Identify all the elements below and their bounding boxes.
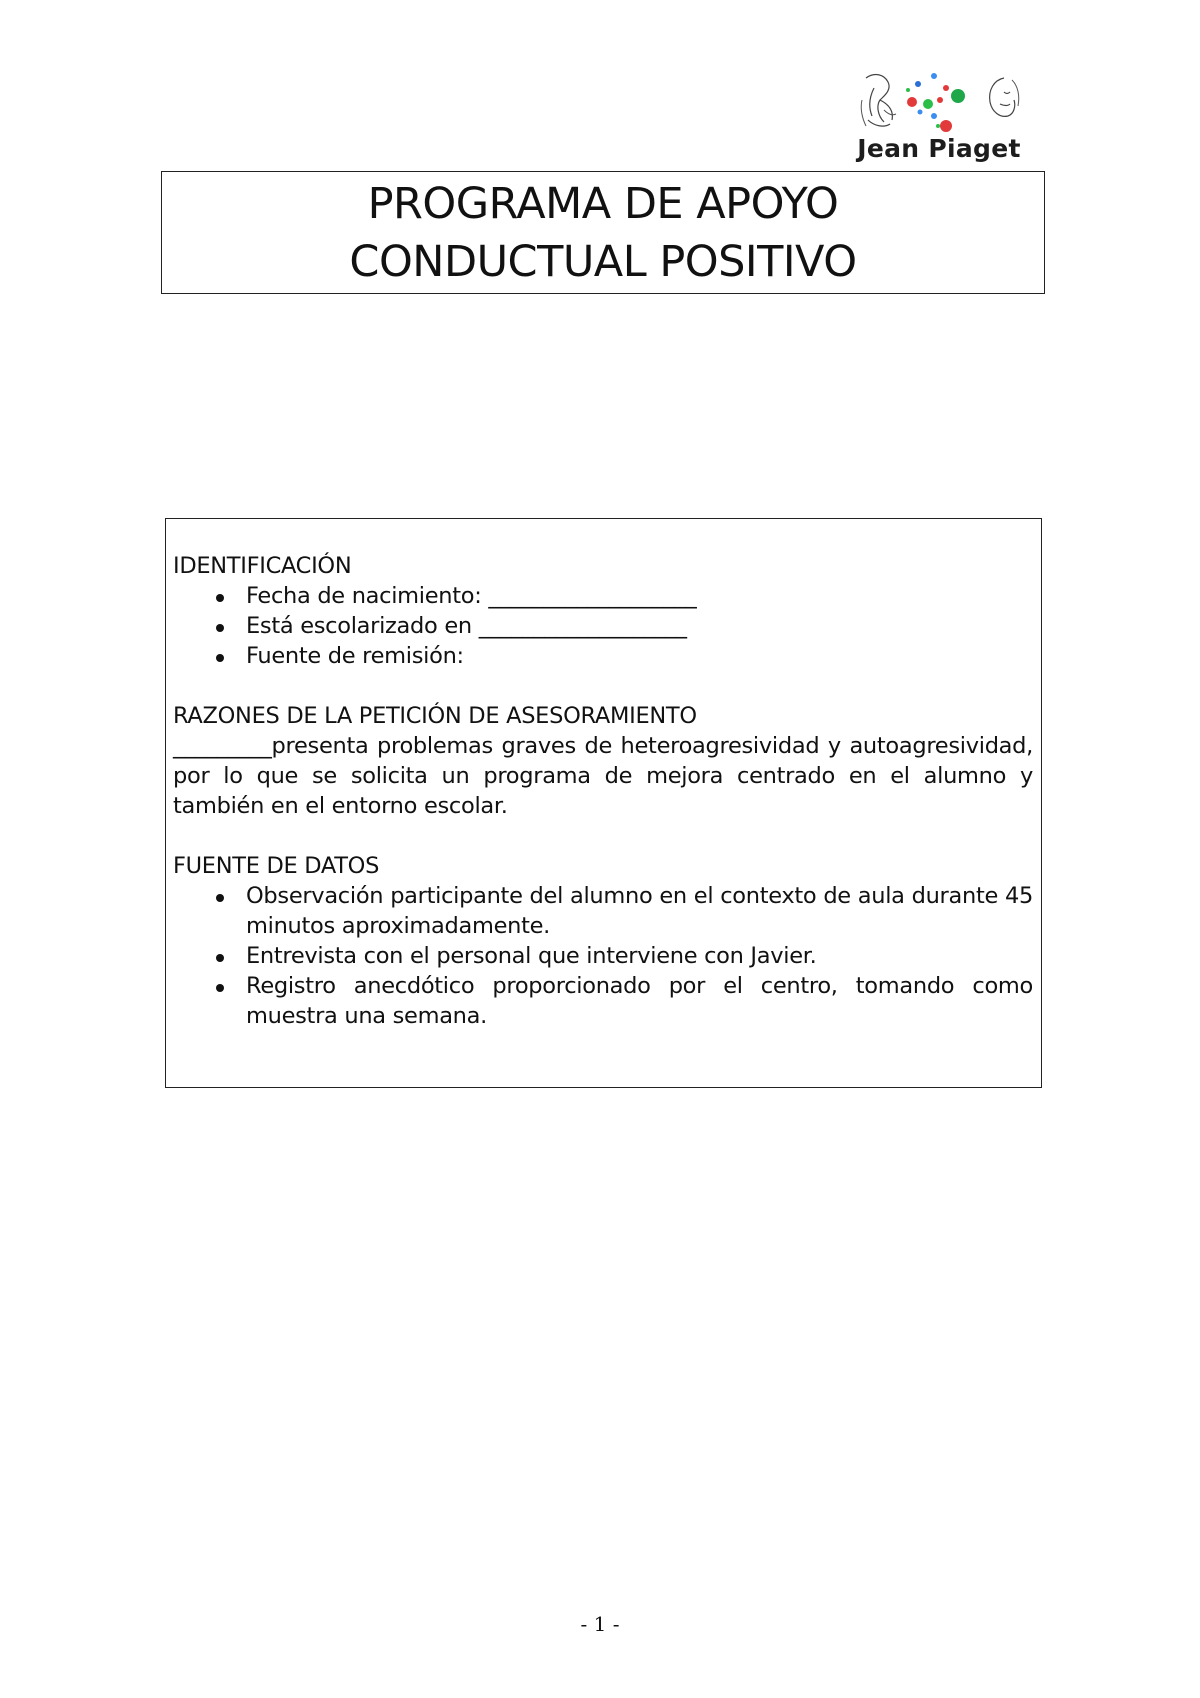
bullet-icon [216,984,224,992]
identificacion-heading: IDENTIFICACIÓN [173,553,352,579]
page-number: - 1 - [580,1612,620,1636]
razones-heading: RAZONES DE LA PETICIÓN DE ASESORAMIENTO [173,703,697,729]
bullet-icon [216,624,224,632]
list-item [173,881,1033,941]
page-title-line-1: PROGRAMA DE APOYO [367,178,839,229]
title-box [161,171,1045,294]
list-item [173,611,1033,641]
bullet-icon [216,894,224,902]
bullet-icon [216,654,224,662]
list-item-text: Fecha de nacimiento: ___________________ [246,583,697,609]
fuente-datos-list [173,881,1033,1031]
list-item-text: Observación participante del alumno en el contexto de aula durante 45 minutos aproximadamente. [246,883,1033,939]
logo-illustration-icon [854,70,1024,140]
razones-text: _________presenta problemas graves de heteroagresividad y autoagresividad, por lo que se solicita un programa de mejora centrado en el alumno y también en el entorno escolar. [173,733,1033,819]
page-title-line-2: CONDUCTUAL POSITIVO [349,236,857,287]
list-item [173,971,1033,1031]
list-item [173,941,1033,971]
jean-piaget-logo [854,70,1024,174]
bullet-icon [216,954,224,962]
list-item [173,641,1033,671]
list-item-text: Está escolarizado en ___________________ [246,613,687,639]
list-item-text: Entrevista con el personal que interviene con Javier. [246,943,817,969]
content-box [165,518,1042,1088]
fuente-datos-heading: FUENTE DE DATOS [173,853,380,879]
logo-name: Jean Piaget [857,134,1021,163]
spacer [173,671,1033,701]
bullet-icon [216,594,224,602]
list-item-text: Fuente de remisión: [246,643,464,669]
identificacion-list [173,581,1033,671]
list-item [173,581,1033,611]
list-item-text: Registro anecdótico proporcionado por el centro, tomando como muestra una semana. [246,973,1033,1029]
spacer [173,821,1033,851]
